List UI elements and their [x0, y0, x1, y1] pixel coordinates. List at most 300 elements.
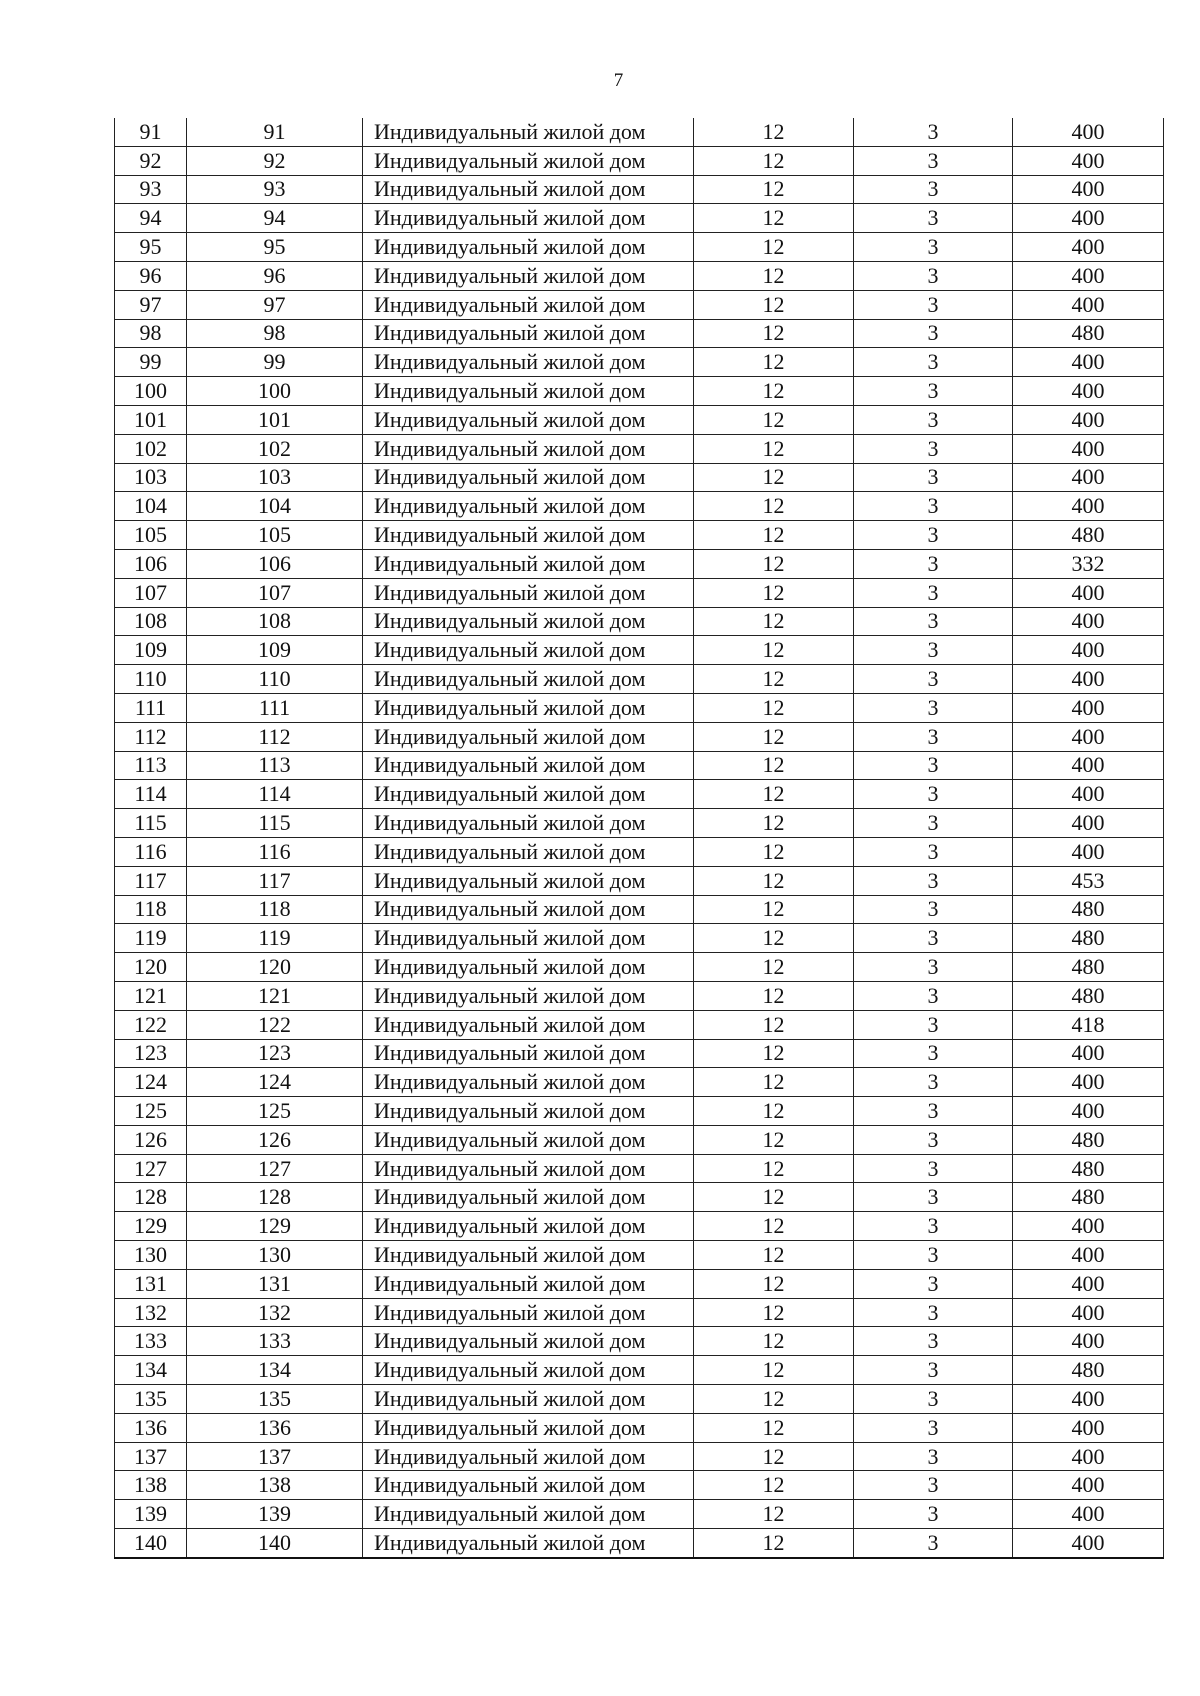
value-b-cell: 3: [854, 319, 1013, 348]
value-b-cell: 3: [854, 261, 1013, 290]
value-a-cell: 12: [694, 233, 854, 262]
value-a-cell: 12: [694, 809, 854, 838]
value-a-cell: 12: [694, 1269, 854, 1298]
area-cell: 400: [1013, 578, 1164, 607]
value-a-cell: 12: [694, 1010, 854, 1039]
table-row: [115, 175, 1164, 204]
row-number-cell: 107: [115, 578, 187, 607]
value-b-cell: 3: [854, 405, 1013, 434]
value-a-cell: 12: [694, 434, 854, 463]
value-a-cell: 12: [694, 1039, 854, 1068]
object-type-cell: Индивидуальный жилой дом: [363, 1298, 694, 1327]
value-a-cell: 12: [694, 1298, 854, 1327]
table-row: [115, 1154, 1164, 1183]
value-b-cell: 3: [854, 1039, 1013, 1068]
value-a-cell: 12: [694, 1154, 854, 1183]
plot-number-cell: 108: [187, 607, 363, 636]
object-type-cell: Индивидуальный жилой дом: [363, 924, 694, 953]
row-number-cell: 137: [115, 1442, 187, 1471]
value-b-cell: 3: [854, 1413, 1013, 1442]
table-row: [115, 809, 1164, 838]
value-a-cell: 12: [694, 837, 854, 866]
value-a-cell: 12: [694, 463, 854, 492]
table-row: [115, 780, 1164, 809]
row-number-cell: 104: [115, 492, 187, 521]
area-cell: 480: [1013, 981, 1164, 1010]
area-cell: 400: [1013, 377, 1164, 406]
plot-number-cell: 100: [187, 377, 363, 406]
value-b-cell: 3: [854, 895, 1013, 924]
row-number-cell: 139: [115, 1500, 187, 1529]
value-b-cell: 3: [854, 953, 1013, 982]
plot-number-cell: 132: [187, 1298, 363, 1327]
row-number-cell: 127: [115, 1154, 187, 1183]
row-number-cell: 93: [115, 175, 187, 204]
row-number-cell: 135: [115, 1385, 187, 1414]
area-cell: 400: [1013, 492, 1164, 521]
area-cell: 453: [1013, 866, 1164, 895]
object-type-cell: Индивидуальный жилой дом: [363, 578, 694, 607]
area-cell: 400: [1013, 636, 1164, 665]
table-row: [115, 751, 1164, 780]
plot-number-cell: 125: [187, 1097, 363, 1126]
value-a-cell: 12: [694, 607, 854, 636]
object-type-cell: Индивидуальный жилой дом: [363, 1039, 694, 1068]
value-a-cell: 12: [694, 1125, 854, 1154]
table-row: [115, 1413, 1164, 1442]
value-b-cell: 3: [854, 1183, 1013, 1212]
object-type-cell: Индивидуальный жилой дом: [363, 895, 694, 924]
plot-number-cell: 124: [187, 1068, 363, 1097]
value-b-cell: 3: [854, 1471, 1013, 1500]
plot-number-cell: 114: [187, 780, 363, 809]
area-cell: 400: [1013, 1500, 1164, 1529]
row-number-cell: 131: [115, 1269, 187, 1298]
table-row: [115, 1327, 1164, 1356]
row-number-cell: 129: [115, 1212, 187, 1241]
plot-number-cell: 91: [187, 118, 363, 146]
value-b-cell: 3: [854, 204, 1013, 233]
table-row: [115, 1442, 1164, 1471]
value-a-cell: 12: [694, 722, 854, 751]
area-cell: 400: [1013, 1298, 1164, 1327]
row-number-cell: 91: [115, 118, 187, 146]
row-number-cell: 110: [115, 665, 187, 694]
object-type-cell: Индивидуальный жилой дом: [363, 405, 694, 434]
page-number: 7: [613, 70, 624, 91]
plot-number-cell: 93: [187, 175, 363, 204]
row-number-cell: 121: [115, 981, 187, 1010]
plot-number-cell: 105: [187, 521, 363, 550]
object-type-cell: Индивидуальный жилой дом: [363, 837, 694, 866]
area-cell: 400: [1013, 146, 1164, 175]
object-type-cell: Индивидуальный жилой дом: [363, 1356, 694, 1385]
value-b-cell: 3: [854, 1298, 1013, 1327]
area-cell: 400: [1013, 693, 1164, 722]
row-number-cell: 114: [115, 780, 187, 809]
object-type-cell: Индивидуальный жилой дом: [363, 1241, 694, 1270]
area-cell: 400: [1013, 837, 1164, 866]
row-number-cell: 128: [115, 1183, 187, 1212]
area-cell: 400: [1013, 405, 1164, 434]
area-cell: 332: [1013, 549, 1164, 578]
row-number-cell: 92: [115, 146, 187, 175]
value-a-cell: 12: [694, 1529, 854, 1558]
value-a-cell: 12: [694, 1327, 854, 1356]
value-b-cell: 3: [854, 751, 1013, 780]
object-type-cell: Индивидуальный жилой дом: [363, 463, 694, 492]
value-b-cell: 3: [854, 1529, 1013, 1558]
table-row: [115, 1212, 1164, 1241]
area-cell: 400: [1013, 607, 1164, 636]
value-b-cell: 3: [854, 1125, 1013, 1154]
value-a-cell: 12: [694, 1097, 854, 1126]
row-number-cell: 112: [115, 722, 187, 751]
area-cell: 400: [1013, 1413, 1164, 1442]
area-cell: 400: [1013, 290, 1164, 319]
value-a-cell: 12: [694, 866, 854, 895]
plot-number-cell: 130: [187, 1241, 363, 1270]
value-a-cell: 12: [694, 665, 854, 694]
value-a-cell: 12: [694, 1241, 854, 1270]
value-b-cell: 3: [854, 1010, 1013, 1039]
area-cell: 400: [1013, 809, 1164, 838]
table-row: [115, 837, 1164, 866]
value-b-cell: 3: [854, 146, 1013, 175]
plot-number-cell: 113: [187, 751, 363, 780]
row-number-cell: 138: [115, 1471, 187, 1500]
row-number-cell: 99: [115, 348, 187, 377]
plot-number-cell: 102: [187, 434, 363, 463]
table-row: [115, 233, 1164, 262]
table-row: [115, 118, 1164, 146]
value-b-cell: 3: [854, 693, 1013, 722]
value-a-cell: 12: [694, 1413, 854, 1442]
row-number-cell: 105: [115, 521, 187, 550]
area-cell: 400: [1013, 175, 1164, 204]
value-a-cell: 12: [694, 924, 854, 953]
value-b-cell: 3: [854, 1327, 1013, 1356]
plot-number-cell: 96: [187, 261, 363, 290]
row-number-cell: 123: [115, 1039, 187, 1068]
row-number-cell: 108: [115, 607, 187, 636]
row-number-cell: 117: [115, 866, 187, 895]
object-type-cell: Индивидуальный жилой дом: [363, 492, 694, 521]
object-type-cell: Индивидуальный жилой дом: [363, 118, 694, 146]
area-cell: 400: [1013, 1068, 1164, 1097]
row-number-cell: 98: [115, 319, 187, 348]
value-b-cell: 3: [854, 175, 1013, 204]
object-type-cell: Индивидуальный жилой дом: [363, 319, 694, 348]
plot-number-cell: 111: [187, 693, 363, 722]
area-cell: 418: [1013, 1010, 1164, 1039]
area-cell: 400: [1013, 434, 1164, 463]
table-row: [115, 722, 1164, 751]
plot-number-cell: 112: [187, 722, 363, 751]
table-row: [115, 1471, 1164, 1500]
object-type-cell: Индивидуальный жилой дом: [363, 809, 694, 838]
row-number-cell: 136: [115, 1413, 187, 1442]
value-b-cell: 3: [854, 578, 1013, 607]
value-a-cell: 12: [694, 405, 854, 434]
plot-number-cell: 115: [187, 809, 363, 838]
object-type-cell: Индивидуальный жилой дом: [363, 549, 694, 578]
plot-number-cell: 120: [187, 953, 363, 982]
row-number-cell: 103: [115, 463, 187, 492]
area-cell: 480: [1013, 521, 1164, 550]
object-type-cell: Индивидуальный жилой дом: [363, 607, 694, 636]
plot-number-cell: 94: [187, 204, 363, 233]
area-cell: 480: [1013, 1125, 1164, 1154]
value-a-cell: 12: [694, 953, 854, 982]
value-b-cell: 3: [854, 636, 1013, 665]
value-a-cell: 12: [694, 1356, 854, 1385]
area-cell: 400: [1013, 1327, 1164, 1356]
value-b-cell: 3: [854, 780, 1013, 809]
object-type-cell: Индивидуальный жилой дом: [363, 722, 694, 751]
table-row: [115, 146, 1164, 175]
table-row: [115, 319, 1164, 348]
table-row: [115, 1125, 1164, 1154]
row-number-cell: 122: [115, 1010, 187, 1039]
plot-number-cell: 122: [187, 1010, 363, 1039]
row-number-cell: 95: [115, 233, 187, 262]
value-b-cell: 3: [854, 1269, 1013, 1298]
area-cell: 400: [1013, 1039, 1164, 1068]
area-cell: 480: [1013, 1356, 1164, 1385]
value-b-cell: 3: [854, 521, 1013, 550]
area-cell: 400: [1013, 204, 1164, 233]
value-b-cell: 3: [854, 722, 1013, 751]
plot-number-cell: 109: [187, 636, 363, 665]
table-row: [115, 981, 1164, 1010]
plot-number-cell: 134: [187, 1356, 363, 1385]
value-a-cell: 12: [694, 1385, 854, 1414]
object-type-cell: Индивидуальный жилой дом: [363, 1442, 694, 1471]
object-type-cell: Индивидуальный жилой дом: [363, 175, 694, 204]
value-a-cell: 12: [694, 1500, 854, 1529]
value-a-cell: 12: [694, 492, 854, 521]
table-row: [115, 1298, 1164, 1327]
value-a-cell: 12: [694, 146, 854, 175]
value-a-cell: 12: [694, 895, 854, 924]
area-cell: 480: [1013, 1183, 1164, 1212]
plot-number-cell: 135: [187, 1385, 363, 1414]
object-type-cell: Индивидуальный жилой дом: [363, 204, 694, 233]
row-number-cell: 118: [115, 895, 187, 924]
object-type-cell: Индивидуальный жилой дом: [363, 693, 694, 722]
area-cell: 480: [1013, 319, 1164, 348]
value-b-cell: 3: [854, 1212, 1013, 1241]
table-row: [115, 1097, 1164, 1126]
table-row: [115, 463, 1164, 492]
value-a-cell: 12: [694, 261, 854, 290]
value-a-cell: 12: [694, 175, 854, 204]
plot-number-cell: 106: [187, 549, 363, 578]
plots-table: [114, 118, 1164, 1559]
plot-number-cell: 126: [187, 1125, 363, 1154]
value-b-cell: 3: [854, 665, 1013, 694]
row-number-cell: 133: [115, 1327, 187, 1356]
object-type-cell: Индивидуальный жилой дом: [363, 953, 694, 982]
plot-number-cell: 128: [187, 1183, 363, 1212]
area-cell: 480: [1013, 924, 1164, 953]
plot-number-cell: 92: [187, 146, 363, 175]
object-type-cell: Индивидуальный жилой дом: [363, 981, 694, 1010]
row-number-cell: 119: [115, 924, 187, 953]
row-number-cell: 124: [115, 1068, 187, 1097]
row-number-cell: 134: [115, 1356, 187, 1385]
plot-number-cell: 133: [187, 1327, 363, 1356]
plot-number-cell: 127: [187, 1154, 363, 1183]
area-cell: 400: [1013, 780, 1164, 809]
area-cell: 480: [1013, 895, 1164, 924]
value-a-cell: 12: [694, 348, 854, 377]
value-b-cell: 3: [854, 463, 1013, 492]
value-a-cell: 12: [694, 751, 854, 780]
value-b-cell: 3: [854, 1385, 1013, 1414]
value-b-cell: 3: [854, 809, 1013, 838]
table-row: [115, 492, 1164, 521]
object-type-cell: Индивидуальный жилой дом: [363, 1154, 694, 1183]
object-type-cell: Индивидуальный жилой дом: [363, 1413, 694, 1442]
value-a-cell: 12: [694, 521, 854, 550]
area-cell: 400: [1013, 118, 1164, 146]
value-a-cell: 12: [694, 290, 854, 319]
object-type-cell: Индивидуальный жилой дом: [363, 780, 694, 809]
value-b-cell: 3: [854, 837, 1013, 866]
value-b-cell: 3: [854, 1068, 1013, 1097]
plot-number-cell: 129: [187, 1212, 363, 1241]
area-cell: 400: [1013, 722, 1164, 751]
area-cell: 480: [1013, 953, 1164, 982]
value-b-cell: 3: [854, 549, 1013, 578]
table-row: [115, 607, 1164, 636]
table-row: [115, 290, 1164, 319]
plot-number-cell: 98: [187, 319, 363, 348]
object-type-cell: Индивидуальный жилой дом: [363, 261, 694, 290]
area-cell: 400: [1013, 665, 1164, 694]
value-b-cell: 3: [854, 434, 1013, 463]
object-type-cell: Индивидуальный жилой дом: [363, 1183, 694, 1212]
value-a-cell: 12: [694, 981, 854, 1010]
area-cell: 400: [1013, 463, 1164, 492]
object-type-cell: Индивидуальный жилой дом: [363, 521, 694, 550]
value-b-cell: 3: [854, 492, 1013, 521]
value-a-cell: 12: [694, 1212, 854, 1241]
value-b-cell: 3: [854, 290, 1013, 319]
area-cell: 400: [1013, 1442, 1164, 1471]
value-b-cell: 3: [854, 1097, 1013, 1126]
plot-number-cell: 139: [187, 1500, 363, 1529]
object-type-cell: Индивидуальный жилой дом: [363, 636, 694, 665]
value-b-cell: 3: [854, 348, 1013, 377]
area-cell: 400: [1013, 751, 1164, 780]
table-row: [115, 261, 1164, 290]
table-row: [115, 1241, 1164, 1270]
table-row: [115, 1500, 1164, 1529]
value-a-cell: 12: [694, 377, 854, 406]
row-number-cell: 111: [115, 693, 187, 722]
object-type-cell: Индивидуальный жилой дом: [363, 233, 694, 262]
plot-number-cell: 137: [187, 1442, 363, 1471]
value-b-cell: 3: [854, 1500, 1013, 1529]
plot-number-cell: 123: [187, 1039, 363, 1068]
row-number-cell: 126: [115, 1125, 187, 1154]
row-number-cell: 94: [115, 204, 187, 233]
value-b-cell: 3: [854, 1442, 1013, 1471]
object-type-cell: Индивидуальный жилой дом: [363, 1269, 694, 1298]
area-cell: 400: [1013, 233, 1164, 262]
plot-number-cell: 101: [187, 405, 363, 434]
plot-number-cell: 118: [187, 895, 363, 924]
area-cell: 400: [1013, 1385, 1164, 1414]
row-number-cell: 97: [115, 290, 187, 319]
table-body: [115, 118, 1164, 1558]
value-b-cell: 3: [854, 118, 1013, 146]
row-number-cell: 140: [115, 1529, 187, 1558]
table-row: [115, 204, 1164, 233]
plot-number-cell: 107: [187, 578, 363, 607]
row-number-cell: 101: [115, 405, 187, 434]
value-a-cell: 12: [694, 1183, 854, 1212]
area-cell: 400: [1013, 1529, 1164, 1558]
value-b-cell: 3: [854, 1241, 1013, 1270]
table-row: [115, 1385, 1164, 1414]
value-b-cell: 3: [854, 607, 1013, 636]
table-row: [115, 693, 1164, 722]
table-row: [115, 405, 1164, 434]
value-b-cell: 3: [854, 377, 1013, 406]
plot-number-cell: 99: [187, 348, 363, 377]
plot-number-cell: 117: [187, 866, 363, 895]
value-b-cell: 3: [854, 1356, 1013, 1385]
object-type-cell: Индивидуальный жилой дом: [363, 1500, 694, 1529]
row-number-cell: 96: [115, 261, 187, 290]
value-a-cell: 12: [694, 1068, 854, 1097]
object-type-cell: Индивидуальный жилой дом: [363, 434, 694, 463]
area-cell: 400: [1013, 261, 1164, 290]
row-number-cell: 116: [115, 837, 187, 866]
table-row: [115, 549, 1164, 578]
value-b-cell: 3: [854, 924, 1013, 953]
object-type-cell: Индивидуальный жилой дом: [363, 665, 694, 694]
object-type-cell: Индивидуальный жилой дом: [363, 1471, 694, 1500]
value-a-cell: 12: [694, 1442, 854, 1471]
object-type-cell: Индивидуальный жилой дом: [363, 751, 694, 780]
area-cell: 400: [1013, 1241, 1164, 1270]
value-a-cell: 12: [694, 118, 854, 146]
plot-number-cell: 138: [187, 1471, 363, 1500]
object-type-cell: Индивидуальный жилой дом: [363, 1327, 694, 1356]
object-type-cell: Индивидуальный жилой дом: [363, 1068, 694, 1097]
object-type-cell: Индивидуальный жилой дом: [363, 1212, 694, 1241]
value-b-cell: 3: [854, 981, 1013, 1010]
row-number-cell: 100: [115, 377, 187, 406]
table-row: [115, 866, 1164, 895]
object-type-cell: Индивидуальный жилой дом: [363, 146, 694, 175]
table-row: [115, 348, 1164, 377]
plot-number-cell: 110: [187, 665, 363, 694]
value-a-cell: 12: [694, 549, 854, 578]
row-number-cell: 106: [115, 549, 187, 578]
row-number-cell: 113: [115, 751, 187, 780]
plot-number-cell: 140: [187, 1529, 363, 1558]
value-a-cell: 12: [694, 1471, 854, 1500]
table-row: [115, 953, 1164, 982]
table-row: [115, 1039, 1164, 1068]
area-cell: 400: [1013, 1471, 1164, 1500]
